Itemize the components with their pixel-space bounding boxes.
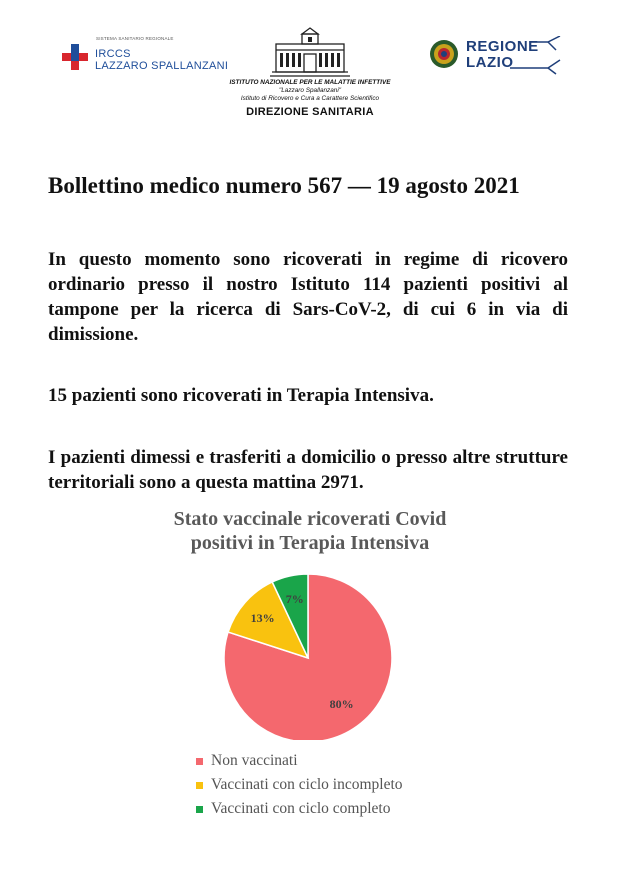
paragraph-discharged: I pazienti dimessi e trasferiti a domicilio o presso altre strutture territoriali sono a questa mattina 2971. [48,447,568,493]
pie-data-label-3: 7% [285,591,304,606]
irccs-label: IRCCS [95,48,131,60]
chart-title-line1: Stato vaccinale ricoverati Covid [173,508,447,530]
paragraph-ordinary-admissions: In questo momento sono ricoverati in regime di ricovero ordinario presso il nostro Istituto 114 pazienti positivi al tampone per la ricerca di Sars-CoV-2, di cui 6 in via di dimissione. [48,249,568,345]
legend-swatch [196,782,203,789]
regione-lazio-logo [428,36,578,76]
vaccination-pie-chart [210,560,410,740]
legend-item-3 [196,797,403,821]
institute-block [200,26,420,118]
pie-data-label-2: 13% [250,611,275,626]
building-icon [262,26,358,78]
legend-swatch [196,806,203,813]
spallanzani-label: LAZZARO SPALLANZANI [95,60,229,72]
lazio-label: LAZIO [466,54,514,71]
legend-label: Vaccinati con ciclo incompleto [211,776,403,793]
chart-title-line2: positivi in Terapia Intensiva [190,532,430,554]
legend-item-2 [196,773,403,797]
chart-legend [196,749,403,821]
legend-swatch [196,758,203,765]
institute-name: ISTITUTO NAZIONALE PER LE MALATTIE INFETTIVE [229,79,391,86]
paragraph-intensive-care: 15 pazienti sono ricoverati in Terapia Intensiva. [48,385,434,406]
chart-title [100,507,520,555]
letterhead [0,0,620,140]
ssr-caption: SISTEMA SANITARIO REGIONALE [96,36,174,41]
legend-label: Non vaccinati [211,752,298,769]
institute-type: Istituto di Ricovero e Cura a Carattere Scientifico [240,95,380,102]
department-label: DIREZIONE SANITARIA [246,106,374,118]
medical-cross-icon [62,44,88,70]
legend-label: Vaccinati con ciclo completo [211,800,391,817]
bulletin-title: Bollettino medico numero 567 — 19 agosto 2021 [48,173,520,198]
institute-subtitle: "Lazzaro Spallanzani" [278,87,342,94]
regione-label: REGIONE [466,38,539,55]
pie-data-label-1: 80% [329,697,354,712]
legend-item-1 [196,749,403,773]
